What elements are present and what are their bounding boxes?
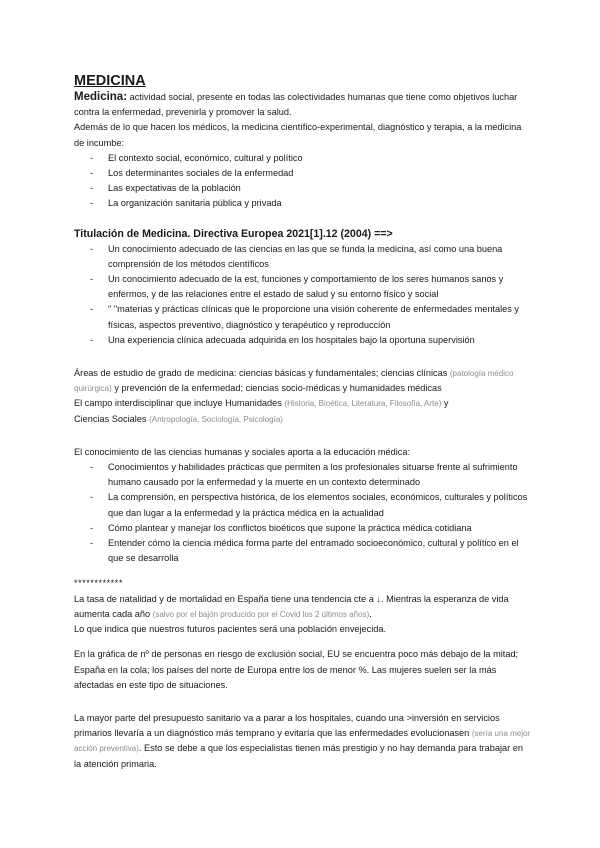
humanidades-text: y	[441, 398, 449, 409]
titulacion-list	[74, 242, 532, 348]
areas-text: Áreas de estudio de grado de medicina: ciencias básicas y fundamentales; ciencias clínicas	[74, 368, 450, 379]
list-item: - La organización sanitaria pública y privada	[74, 196, 532, 211]
titulacion-heading: Titulación de Medicina. Directiva Europea 2021[1].12 (2004) ==>	[74, 227, 393, 240]
separator: ************	[74, 578, 123, 589]
areas-note: (patología médico quirúrgica)	[74, 369, 514, 394]
humanidades-text: El campo interdisciplinar que incluye Humanidades	[74, 398, 285, 409]
list-item: - Las expectativas de la población	[74, 181, 532, 196]
presupuesto-text: . Esto se debe a que los especialistas tienen más prestigio y no hay demanda para trabajar en la atención primaria.	[74, 743, 523, 769]
list-item: - Una experiencia clínica adecuada adquirida en los hospitales bajo la oportuna supervisión	[74, 333, 532, 348]
natalidad-text: La tasa de natalidad y de mortalidad en España tiene una tendencia cte a ↓. Mientras la esperanza de vida aumenta cada año	[74, 593, 509, 619]
document-page	[74, 72, 532, 772]
list-item: - El contexto social, económico, cultural y político	[74, 151, 532, 166]
presupuesto-paragraph	[74, 711, 532, 772]
humanas-list	[74, 460, 532, 566]
incumbe-list	[74, 151, 532, 212]
intro-lead: Medicina:	[74, 91, 128, 103]
natalidad-note: (salvo por el bajón producido por el Covid los 2 últimos años)	[152, 609, 370, 619]
ciencias-sociales-line	[74, 412, 532, 427]
areas-paragraph	[74, 366, 532, 396]
ciencias-sociales-text: Ciencias Sociales	[74, 413, 150, 424]
natalidad-text: .	[369, 608, 372, 619]
list-item: - Los determinantes sociales de la enfermedad	[74, 166, 532, 181]
humanidades-line	[74, 396, 532, 411]
list-item: - " "materias y prácticas clínicas que le proporcione una visión coherente de enfermedades mentales y físicas, aspectos preventivo, diagnóstico y terapéutico y reproducción	[74, 302, 532, 332]
list-item: - Conocimientos y habilidades prácticas que permiten a los profesionales situarse frente al sufrimiento humano causado por la enfermedad y la muerte en un contexto determinado	[74, 460, 532, 490]
intro-line2: Además de lo que hacen los médicos, la medicina científico-experimental, diagnóstico y terapia, a la medicina de incumbe:	[74, 122, 522, 148]
intro-text: actividad social, presente en todas las colectividades humanas que tiene como objetivos luchar contra la enfermedad, prevenirla y promover la salud.	[74, 92, 518, 118]
presupuesto-text: La mayor parte del presupuesto sanitario va a parar a los hospitales, cuando una >inversión en servicios primarios llevaría a un diagnóstico más temprano y evitaría que las enfermedades evolucionasen	[74, 712, 500, 739]
natalidad-line2: Lo que indica que nuestros futuros pacientes será una población envejecida.	[74, 624, 387, 635]
presupuesto-note: (sería una mejor acción preventiva)	[74, 729, 531, 754]
humanas-intro: El conocimiento de las ciencias humanas y sociales aporta a la educación médica:	[74, 446, 411, 457]
areas-text: y prevención de la enfermedad; ciencias socio-médicas y humanidades médicas	[111, 383, 442, 394]
list-item: - Un conocimiento adecuado de la est, funciones y comportamiento de los seres humanos sanos y enfermos, y de las relaciones entre el estado de salud y su entorno físico y social	[74, 272, 532, 302]
humanidades-note: (Historia, Bioética, Literatura, Filosofía, Arte)	[284, 399, 442, 409]
ciencias-sociales-note: (Antropología, Sociología, Psicología)	[149, 414, 283, 424]
grafica-paragraph: En la gráfica de nº de personas en riesgo de exclusión social, EU se encuentra poco más debajo de la mitad; España en la cola; los países del norte de Europa entre los de menor %. Las mujeres suelen ser la más afectadas en este tipo de situaciones.	[74, 649, 519, 690]
list-item: - La comprensión, en perspectiva histórica, de los elementos sociales, económicos, culturales y políticos que dan lugar a la enfermedad y la práctica médica en la actualidad	[74, 490, 532, 520]
natalidad-paragraph	[74, 592, 532, 622]
document-title: MEDICINA	[74, 73, 146, 89]
list-item: - Un conocimiento adecuado de las ciencias en las que se funda la medicina, así como una buena comprensión de los métodos científicos	[74, 242, 532, 272]
list-item: - Entender cómo la ciencia médica forma parte del entramado socioeconómico, cultural y político en el que se desarrolla	[74, 536, 532, 566]
intro-paragraph	[74, 90, 532, 120]
list-item: - Cómo plantear y manejar los conflictos bioéticos que supone la práctica médica cotidiana	[74, 521, 532, 536]
